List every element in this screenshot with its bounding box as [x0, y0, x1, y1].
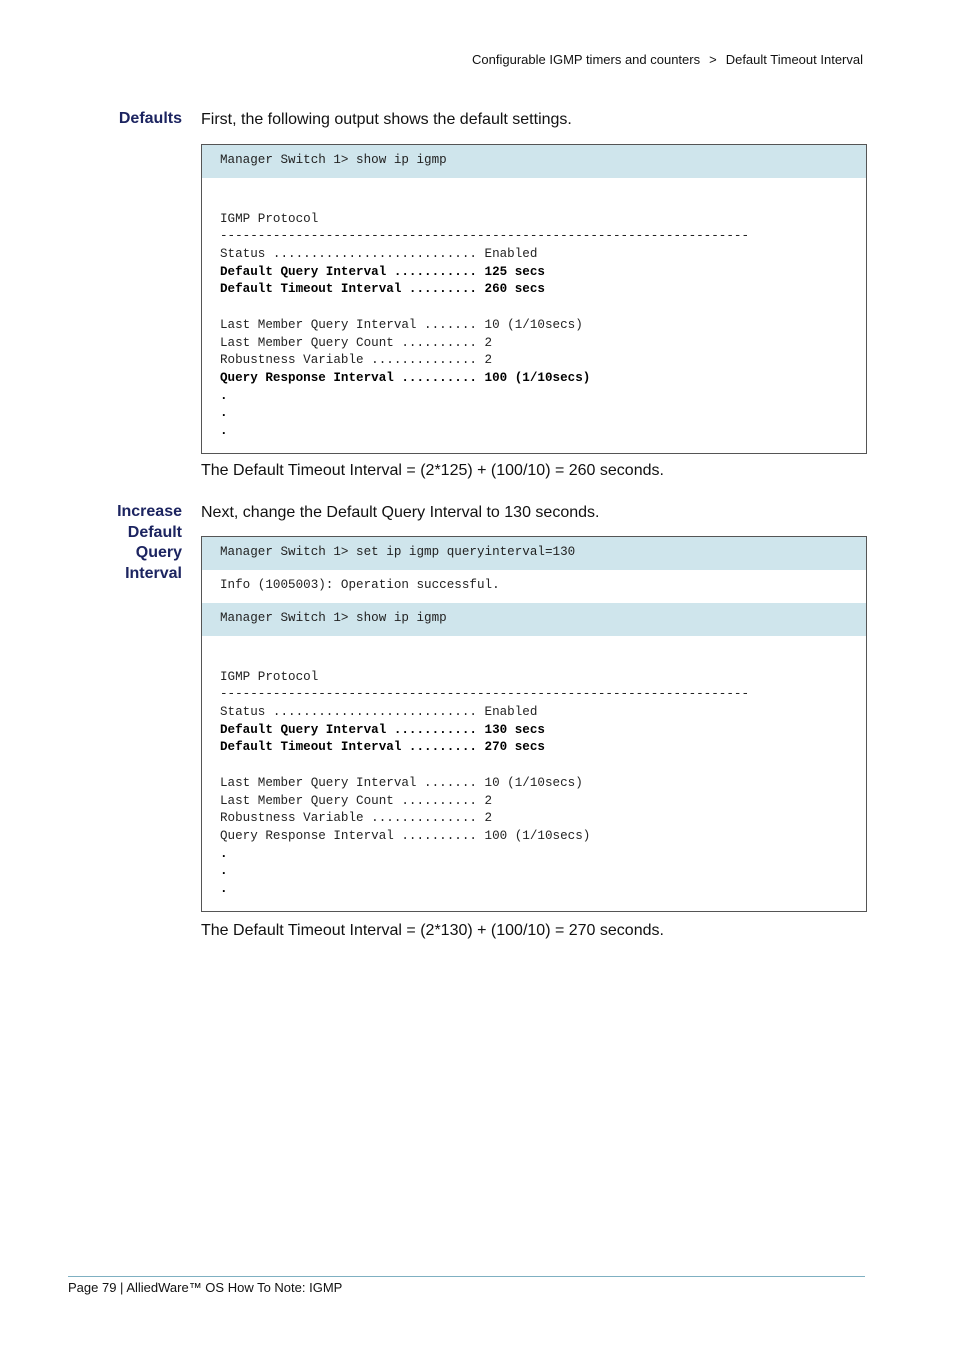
show-command: Manager Switch 1> show ip igmp	[202, 603, 866, 636]
increase-heading-line: Query	[135, 544, 182, 561]
defaults-intro: First, the following output shows the default settings.	[201, 111, 572, 128]
breadcrumb	[472, 52, 863, 67]
increase-heading-line: Increase	[117, 503, 182, 520]
output-line: Robustness Variable .............. 2	[220, 353, 493, 368]
footer-divider	[68, 1276, 865, 1277]
output-line	[220, 651, 866, 669]
info-message: Info (1005003): Operation successful.	[220, 578, 500, 592]
output-line: ----------------------------------------------------------------------	[220, 229, 750, 244]
output-line	[220, 757, 866, 775]
output-line	[220, 299, 866, 317]
increase-output	[202, 636, 866, 911]
increase-terminal-box	[201, 536, 867, 912]
increase-result: The Default Timeout Interval = (2*130) + (100/10) = 270 seconds.	[201, 922, 664, 939]
defaults-result: The Default Timeout Interval = (2*125) + (100/10) = 260 seconds.	[201, 462, 664, 479]
defaults-terminal-box	[201, 144, 867, 454]
defaults-heading: Defaults	[118, 110, 182, 127]
output-line: .	[220, 846, 228, 861]
output-line: .	[220, 423, 228, 438]
output-line: Default Timeout Interval ......... 270 secs	[220, 740, 545, 755]
output-line: .	[220, 881, 228, 896]
output-line: Default Query Interval ........... 130 secs	[220, 722, 545, 737]
output-line: Last Member Query Count .......... 2	[220, 793, 493, 808]
increase-heading-line: Default	[127, 523, 182, 541]
output-line	[220, 193, 866, 211]
defaults-output	[202, 178, 866, 453]
breadcrumb-separator: >	[709, 52, 717, 67]
output-line: Robustness Variable .............. 2	[220, 811, 493, 826]
set-command: Manager Switch 1> set ip igmp queryinterval=130	[202, 537, 866, 570]
breadcrumb-section: Configurable IGMP timers and counters	[472, 52, 701, 67]
output-line: IGMP Protocol	[220, 211, 319, 226]
output-line: Last Member Query Interval ....... 10 (1/10secs)	[220, 317, 583, 332]
output-line: Last Member Query Interval ....... 10 (1/10secs)	[220, 775, 583, 790]
output-line: Last Member Query Count .......... 2	[220, 335, 493, 350]
output-line: Default Query Interval ........... 125 secs	[220, 264, 545, 279]
increase-intro: Next, change the Default Query Interval to 130 seconds.	[201, 504, 600, 521]
output-line: Status ........................... Enabled	[220, 705, 538, 720]
increase-heading-line: Interval	[125, 564, 182, 582]
output-line: Default Timeout Interval ......... 260 secs	[220, 282, 545, 297]
increase-heading	[60, 502, 182, 584]
output-line: Query Response Interval .......... 100 (1/10secs)	[220, 370, 591, 385]
output-line: Query Response Interval .......... 100 (1/10secs)	[220, 828, 591, 843]
breadcrumb-topic: Default Timeout Interval	[725, 52, 863, 67]
output-line: .	[220, 406, 228, 421]
output-line: IGMP Protocol	[220, 669, 319, 684]
page-footer: Page 79 | AlliedWare™ OS How To Note: IGMP	[68, 1280, 343, 1295]
defaults-command: Manager Switch 1> show ip igmp	[202, 145, 866, 178]
output-line: Status ........................... Enabled	[220, 247, 538, 262]
output-line: ----------------------------------------------------------------------	[220, 687, 750, 702]
output-line: .	[220, 864, 228, 879]
output-line: .	[220, 388, 228, 403]
